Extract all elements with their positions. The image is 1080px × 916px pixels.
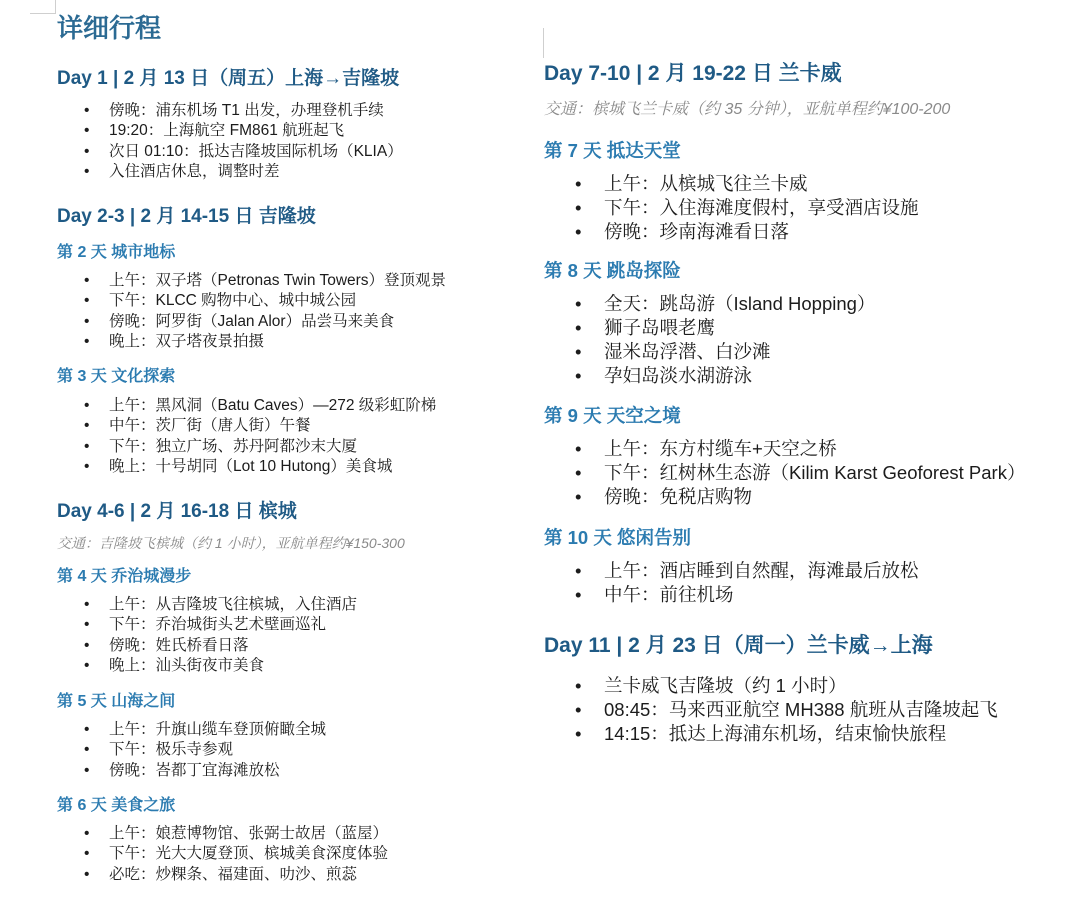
list-item: • 下午：KLCC 购物中心、城中城公园	[57, 291, 527, 311]
corner-mark-right-vertical	[543, 28, 544, 58]
day-9-list	[544, 437, 1074, 509]
day-8-list	[544, 292, 1074, 388]
day-heading-4-6: Day 4-6 | 2 月 16-18 日 槟城	[57, 501, 297, 522]
list-item: • 全天：跳岛游（Island Hopping）	[544, 292, 1074, 316]
list-item: • 08:45：马来西亚航空 MH388 航班从吉隆坡起飞	[544, 698, 1074, 722]
list-item: • 傍晚：免税店购物	[544, 485, 1074, 509]
list-item: • 上午：黑风洞（Batu Caves）—272 级彩虹阶梯	[57, 396, 527, 416]
day-5-list	[57, 720, 527, 781]
list-item: • 傍晚：珍南海滩看日落	[544, 220, 1074, 244]
list-item: • 中午：前往机场	[544, 583, 1074, 607]
sub-heading-day-6: 第 6 天 美食之旅	[57, 797, 176, 814]
list-item: • 必吃：炒粿条、福建面、叻沙、煎蕊	[57, 865, 527, 885]
day-6-list	[57, 824, 527, 885]
sub-heading-day-5: 第 5 天 山海之间	[57, 693, 176, 710]
list-item: • 晚上：双子塔夜景拍摄	[57, 332, 527, 352]
page-title: 详细行程	[57, 13, 162, 43]
day-heading-11: Day 11 | 2 月 23 日（周一）兰卡威→上海	[544, 634, 933, 657]
list-item: • 下午：光大大厦登顶、槟城美食深度体验	[57, 844, 527, 864]
list-item: • 傍晚：峇都丁宜海滩放松	[57, 761, 527, 781]
list-item: • 上午：从吉隆坡飞往槟城，入住酒店	[57, 595, 527, 615]
list-item: • 兰卡威飞吉隆坡（约 1 小时）	[544, 674, 1074, 698]
day-1-list	[57, 101, 527, 182]
list-item: • 下午：乔治城街头艺术壁画巡礼	[57, 615, 527, 635]
list-item: • 下午：独立广场、苏丹阿都沙末大厦	[57, 437, 527, 457]
list-item: • 14:15：抵达上海浦东机场，结束愉快旅程	[544, 722, 1074, 746]
day-4-list	[57, 595, 527, 676]
day-10-list	[544, 559, 1074, 607]
list-item: • 入住酒店休息，调整时差	[57, 162, 527, 182]
day-heading-2-3: Day 2-3 | 2 月 14-15 日 吉隆坡	[57, 206, 316, 227]
list-item: • 晚上：汕头街夜市美食	[57, 656, 527, 676]
corner-mark-left-vertical	[55, 0, 56, 14]
list-item: • 上午：升旗山缆车登顶俯瞰全城	[57, 720, 527, 740]
list-item: • 19:20：上海航空 FM861 航班起飞	[57, 121, 527, 141]
transport-note-penang: 交通：吉隆坡飞槟城（约 1 小时），亚航单程约¥150-300	[57, 535, 405, 551]
list-item: • 上午：双子塔（Petronas Twin Towers）登顶观景	[57, 271, 527, 291]
sub-heading-day-2: 第 2 天 城市地标	[57, 244, 176, 261]
day-7-list	[544, 172, 1074, 244]
list-item: • 次日 01:10：抵达吉隆坡国际机场（KLIA）	[57, 142, 527, 162]
day-2-list	[57, 271, 527, 352]
list-item: • 上午：娘惹博物馆、张弼士故居（蓝屋）	[57, 824, 527, 844]
list-item: • 晚上：十号胡同（Lot 10 Hutong）美食城	[57, 457, 527, 477]
day-heading-7-10: Day 7-10 | 2 月 19-22 日 兰卡威	[544, 62, 842, 85]
list-item: • 上午：东方村缆车+天空之桥	[544, 437, 1074, 461]
sub-heading-day-10: 第 10 天 悠闲告别	[544, 527, 691, 548]
day-3-list	[57, 396, 527, 477]
list-item: • 上午：从槟城飞往兰卡威	[544, 172, 1074, 196]
day-heading-1: Day 1 | 2 月 13 日（周五）上海→吉隆坡	[57, 68, 400, 89]
sub-heading-day-4: 第 4 天 乔治城漫步	[57, 568, 192, 585]
list-item: • 狮子岛喂老鹰	[544, 316, 1074, 340]
list-item: • 上午：酒店睡到自然醒，海滩最后放松	[544, 559, 1074, 583]
list-item: • 孕妇岛淡水湖游泳	[544, 364, 1074, 388]
list-item: • 傍晚：浦东机场 T1 出发，办理登机手续	[57, 101, 527, 121]
sub-heading-day-7: 第 7 天 抵达天堂	[544, 140, 681, 161]
sub-heading-day-9: 第 9 天 天空之境	[544, 405, 681, 426]
list-item: • 下午：极乐寺参观	[57, 740, 527, 760]
list-item: • 湿米岛浮潜、白沙滩	[544, 340, 1074, 364]
list-item: • 中午：茨厂街（唐人街）午餐	[57, 416, 527, 436]
list-item: • 下午：入住海滩度假村，享受酒店设施	[544, 196, 1074, 220]
list-item: • 下午：红树林生态游（Kilim Karst Geoforest Park）	[544, 461, 1074, 485]
day-11-list	[544, 674, 1074, 746]
sub-heading-day-8: 第 8 天 跳岛探险	[544, 260, 681, 281]
list-item: • 傍晚：姓氏桥看日落	[57, 636, 527, 656]
transport-note-langkawi: 交通：槟城飞兰卡威（约 35 分钟），亚航单程约¥100-200	[544, 101, 951, 118]
list-item: • 傍晚：阿罗街（Jalan Alor）品尝马来美食	[57, 312, 527, 332]
corner-mark-left-horizontal	[30, 13, 56, 14]
sub-heading-day-3: 第 3 天 文化探索	[57, 368, 176, 385]
